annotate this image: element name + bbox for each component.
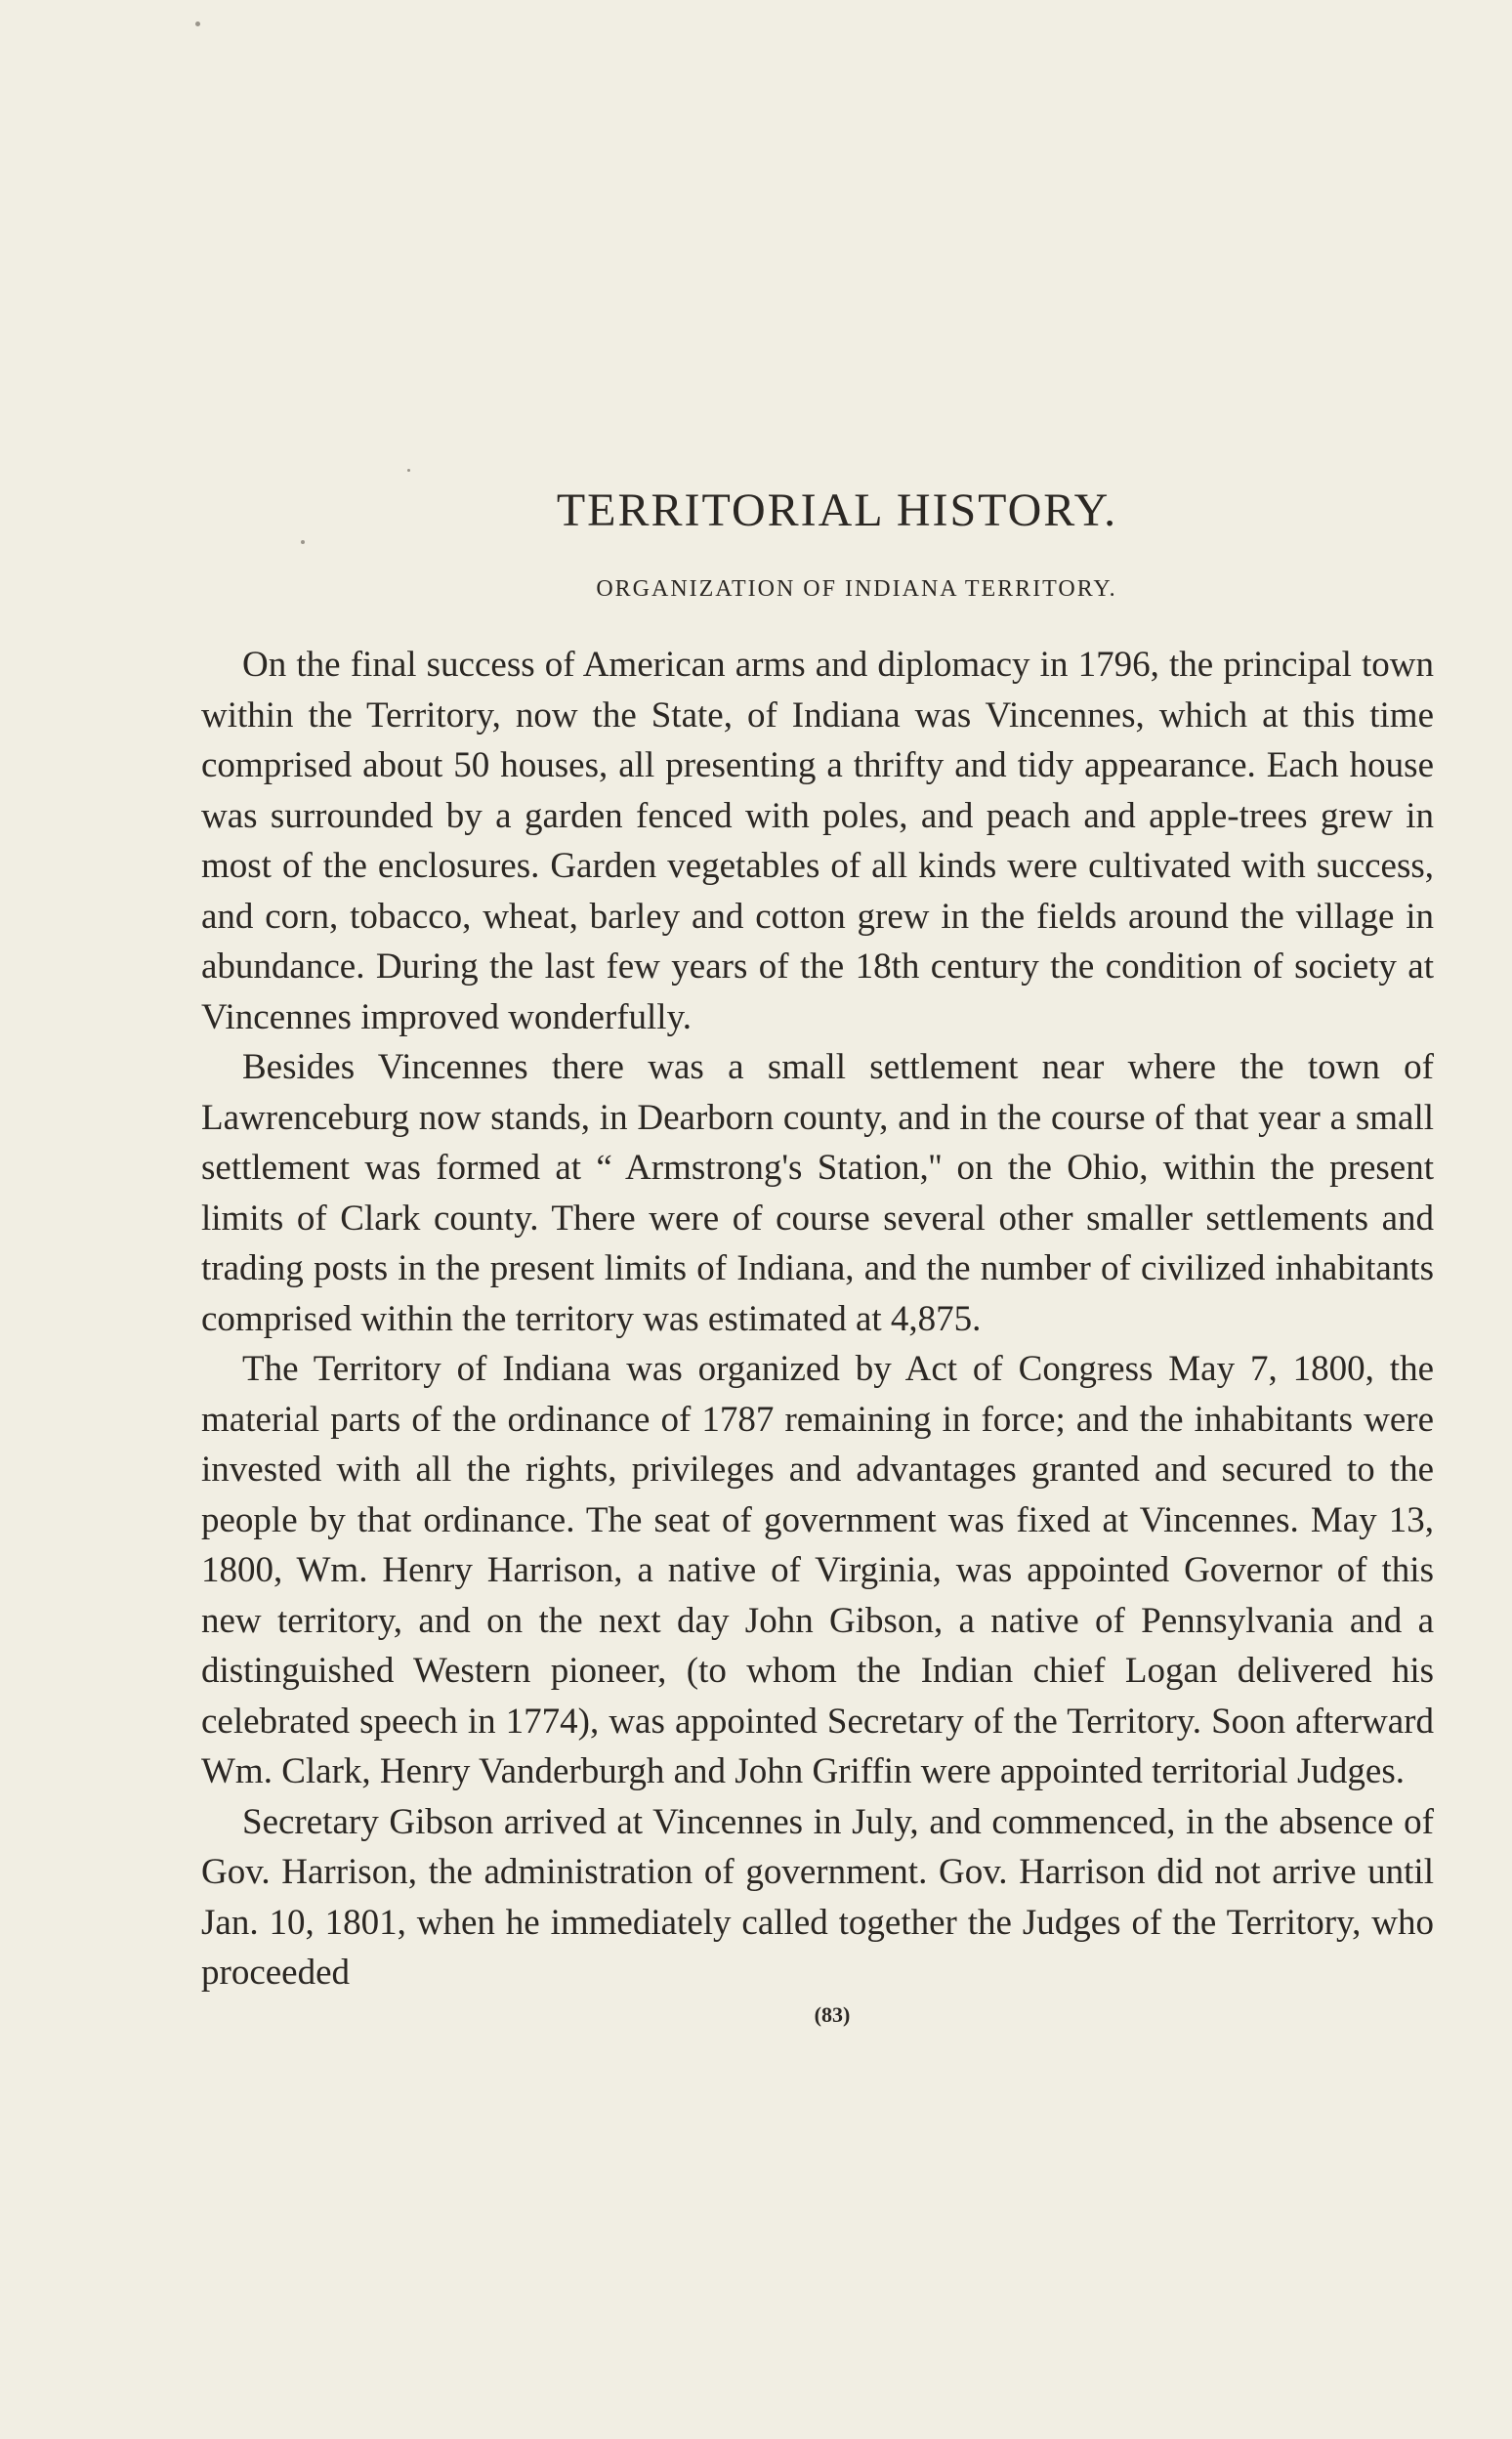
page-number: (83): [814, 2001, 851, 2027]
paragraph: Besides Vincennes there was a small settlement near where the town of Lawrenceburg now stands, in Dearborn county, and in the course of that year a small settlement was formed at “ Armstrong's Station,'' on the Ohio, within the present limits of Clark county. There were of course several other smaller settlements and trading posts in the present limits of Indiana, and the number of civilized inhabitants comprised within the territory was estimated at 4,875.: [201, 1047, 1434, 1339]
paragraph: Secretary Gibson arrived at Vincennes in July, and commenced, in the absence of Gov. Harrison, the administration of government. Gov. Harrison did not arrive until Jan. 10, 1801, when he immediately called together the Judges of the Territory, who proceeded: [201, 1801, 1434, 1993]
paper-speck: [407, 469, 410, 472]
paper-speck: [195, 21, 200, 26]
paragraph: The Territory of Indiana was organized by Act of Congress May 7, 1800, the material parts of the ordinance of 1787 remaining in force; and the inhabitants were invested with all the rights, privileges and advantages granted and secured to the people by that ordinance. The seat of government was fixed at Vincennes. May 13, 1800, Wm. Henry Harrison, a native of Virginia, was appointed Governor of this new territory, and on the next day John Gibson, a native of Pennsylvania and a distinguished Western pioneer, (to whom the Indian chief Logan delivered his celebrated speech in 1774), was appointed Secretary of the Territory. Soon afterward Wm. Clark, Henry Vanderburgh and John Griffin were appointed territorial Judges.: [201, 1349, 1434, 1791]
page-title: TERRITORIAL HISTORY.: [556, 484, 1118, 536]
page-text: [201, 484, 1434, 2028]
paragraph: On the final success of American arms and diplomacy in 1796, the principal town within the Territory, now the State, of Indiana was Vincennes, which at this time comprised about 50 houses, all presenting a thrifty and tidy appearance. Each house was surrounded by a garden fenced with poles, and peach and apple-trees grew in most of the enclosures. Garden vegetables of all kinds were cultivated with success, and corn, tobacco, wheat, barley and cotton grew in the fields around the village in abundance. During the last few years of the 18th century the condition of society at Vincennes improved wonderfully.: [201, 645, 1434, 1037]
section-heading: ORGANIZATION OF INDIANA TERRITORY.: [596, 576, 1117, 602]
